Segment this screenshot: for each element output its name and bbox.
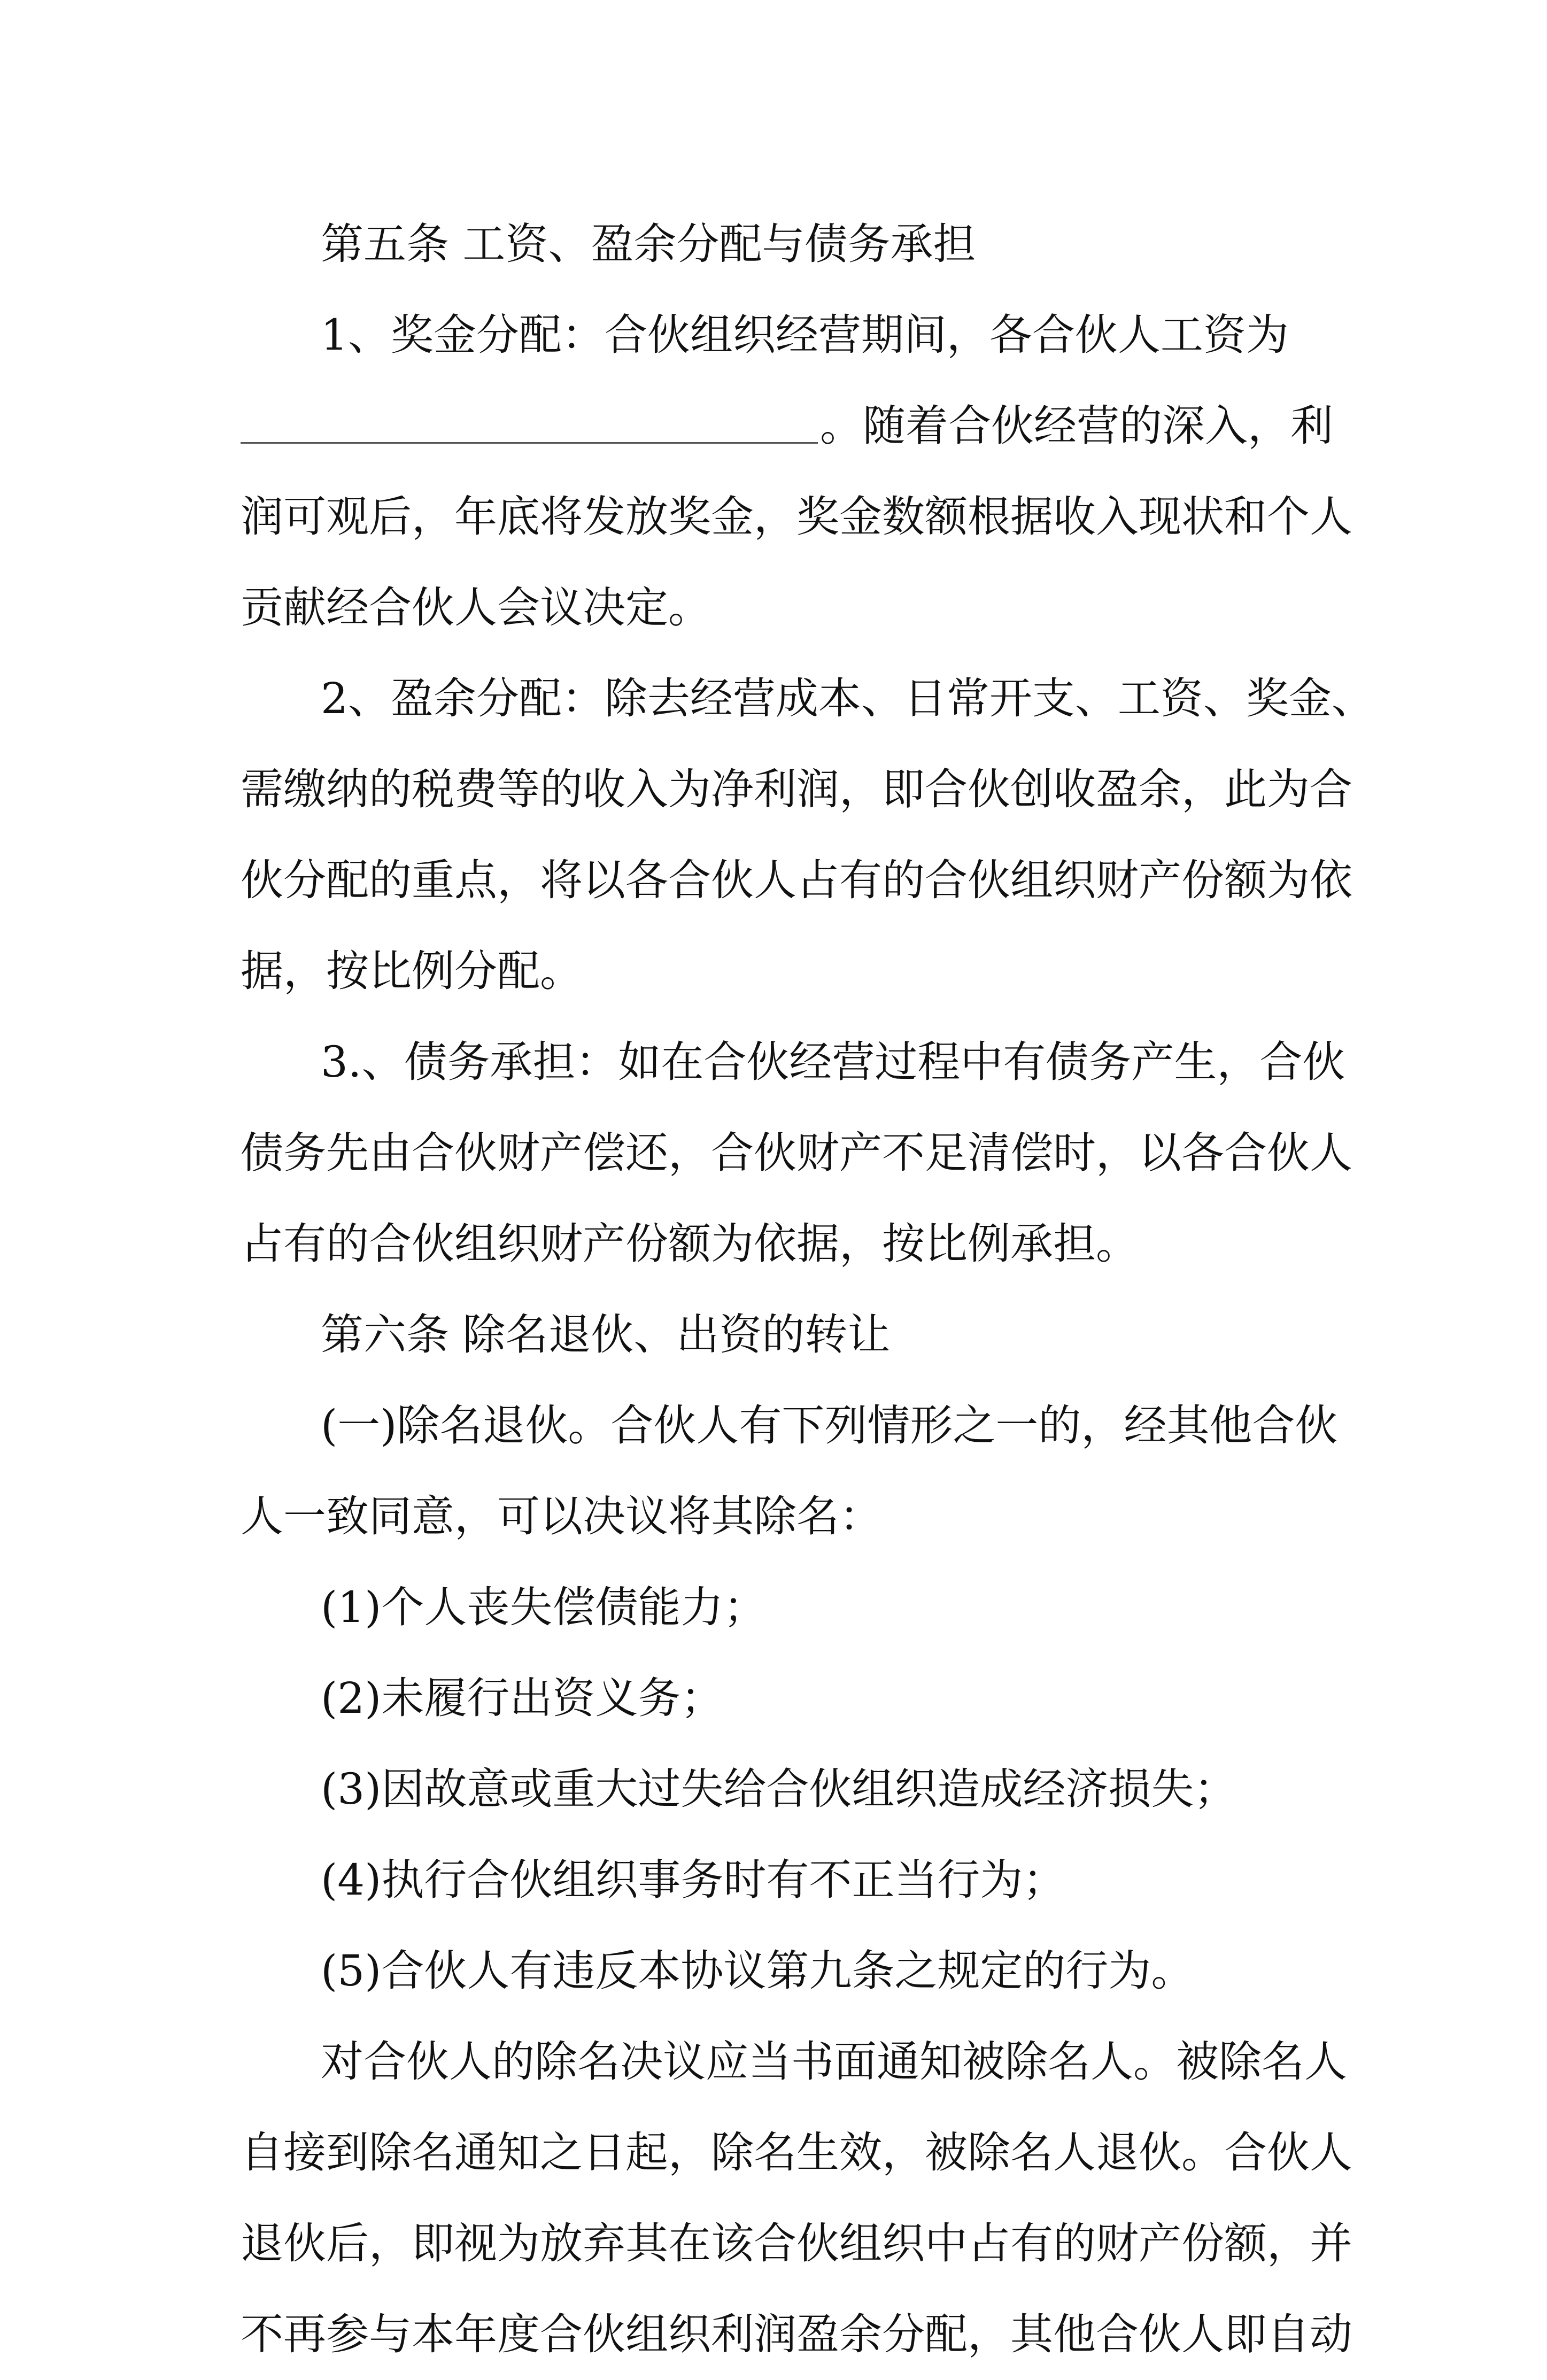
condition-item-5: (5)合伙人有违反本协议第九条之规定的行为。	[321, 1946, 1194, 1996]
article-5-item-1-line-4: 贡献经合伙人会议决定。	[241, 583, 711, 632]
expulsion-notice-line-2: 自接到除名通知之日起，除名生效，被除名人退伙。合伙人	[241, 2128, 1352, 2177]
condition-item-1: (1)个人丧失偿债能力；	[321, 1582, 767, 1632]
article-5-item-2-line-1: 2、盈余分配：除去经营成本、日常开支、工资、奖金、	[321, 674, 1374, 723]
article-5-item-3-line-1: 3.、债务承担：如在合伙经营过程中有债务产生，合伙	[321, 1037, 1345, 1087]
condition-item-2: (2)未履行出资义务；	[321, 1673, 724, 1723]
expulsion-notice-line-1: 对合伙人的除名决议应当书面通知被除名人。被除名人	[321, 2037, 1347, 2087]
article-5-item-1-line-2-text: 。随着合伙经营的深入，利	[820, 401, 1333, 451]
article-5-heading: 第五条 工资、盈余分配与债务承担	[321, 219, 976, 269]
article-5-item-3-line-2: 债务先由合伙财产偿还，合伙财产不足清偿时，以各合伙人	[241, 1128, 1352, 1178]
salary-blank-underline	[241, 399, 818, 444]
expulsion-notice-line-3: 退伙后，即视为放弃其在该合伙组织中占有的财产份额，并	[241, 2219, 1352, 2268]
article-5-item-1-line-1: 1、奖金分配：合伙组织经营期间，各合伙人工资为	[321, 310, 1289, 360]
condition-item-3: (3)因故意或重大过失给合伙组织造成经济损失；	[321, 1764, 1237, 1814]
article-5-item-1-line-2	[241, 381, 1333, 472]
article-5-item-2-line-2: 需缴纳的税费等的收入为净利润，即合伙创收盈余，此为合	[241, 764, 1352, 814]
document-page	[241, 199, 1374, 2380]
article-6-section-1-line-2: 人一致同意，可以决议将其除名：	[241, 1492, 882, 1541]
article-5-item-2-line-3: 伙分配的重点，将以各合伙人占有的合伙组织财产份额为依	[241, 855, 1352, 905]
article-5-item-3-line-3: 占有的合伙组织财产份额为依据，按比例承担。	[241, 1219, 1139, 1269]
article-5-item-2-line-4: 据，按比例分配。	[241, 946, 583, 996]
article-5-item-1-line-3: 润可观后，年底将发放奖金，奖金数额根据收入现状和个人	[241, 492, 1352, 542]
expulsion-notice-line-4: 不再参与本年度合伙组织利润盈余分配，其他合伙人即自动	[241, 2309, 1352, 2359]
condition-item-4: (4)执行合伙组织事务时有不正当行为；	[321, 1855, 1066, 1905]
article-6-section-1-line-1: (一)除名退伙。合伙人有下列情形之一的，经其他合伙	[321, 1401, 1338, 1450]
article-6-heading: 第六条 除名退伙、出资的转让	[321, 1310, 891, 1359]
